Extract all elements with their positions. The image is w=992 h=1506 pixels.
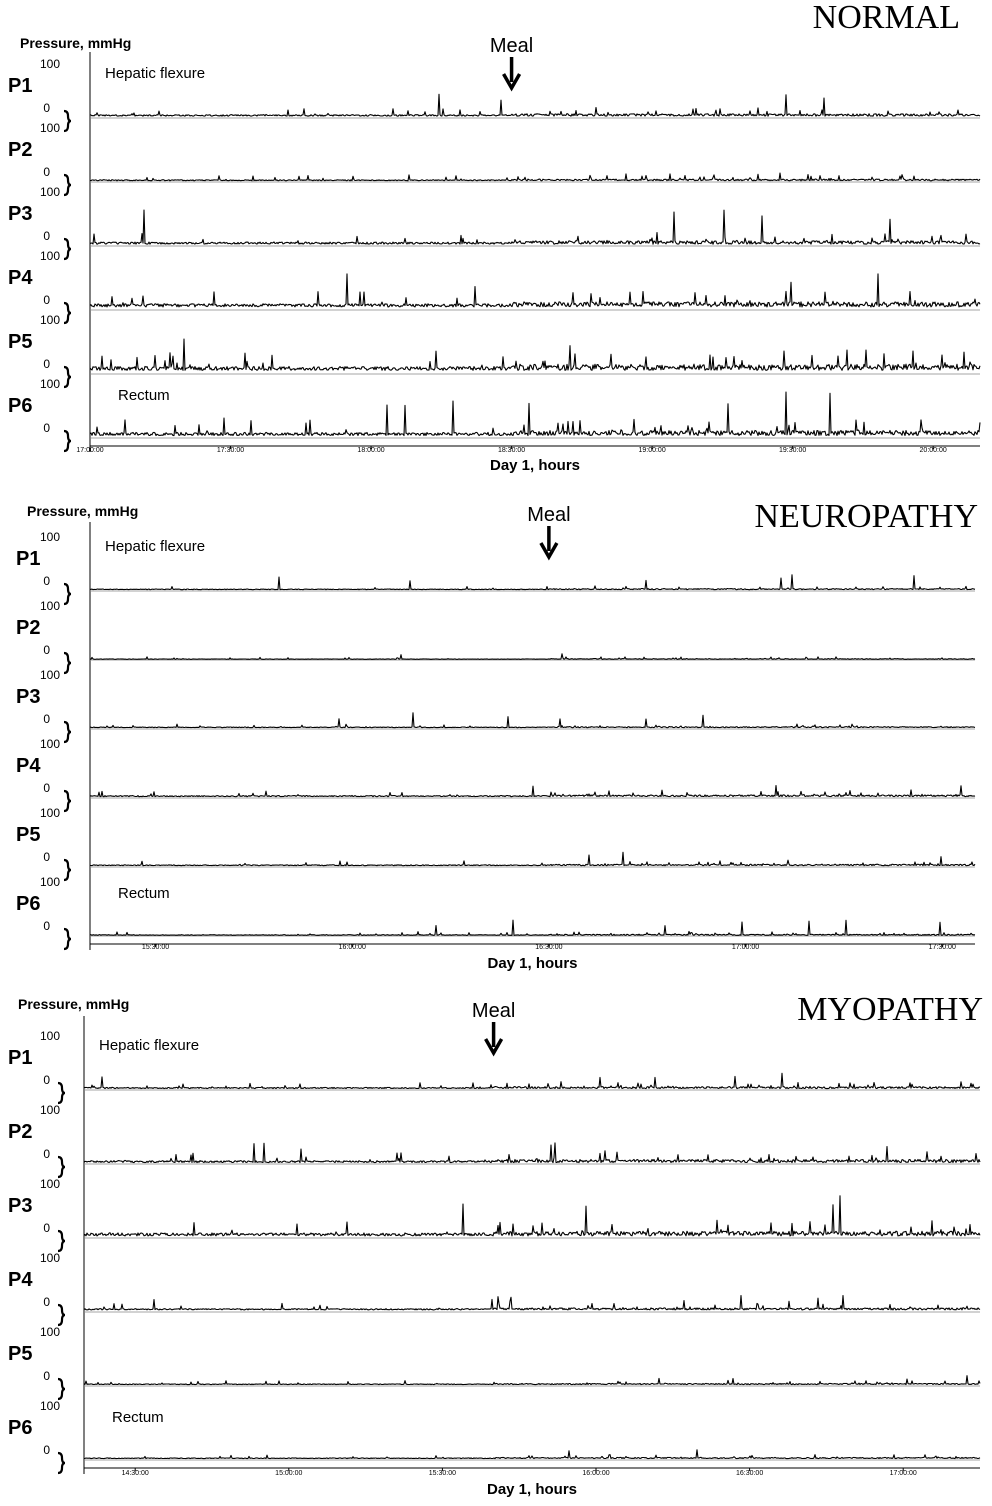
scale-max-label: 100 [39,185,60,199]
scale-bracket [58,1231,65,1251]
scale-bracket [64,722,71,742]
scale-min-label: 0 [43,357,50,371]
condition-title: MYOPATHY [797,991,983,1028]
scale-bracket [58,1083,65,1103]
scale-min-label: 0 [43,712,50,726]
channel-label: P5 [8,331,33,353]
x-tick-label: 20:00:00 [919,447,947,454]
x-axis-label: Day 1, hours [486,1481,578,1498]
scale-max-label: 100 [39,806,60,820]
scale-max-label: 100 [39,599,60,613]
x-tick-label: 15:30:00 [428,1470,457,1477]
channel-label: P2 [16,617,41,639]
x-tick-label: 15:30:00 [141,944,170,951]
scale-bracket [64,860,71,880]
scale-bracket [58,1453,65,1473]
x-tick-label: 18:30:00 [497,447,526,454]
scale-max-label: 100 [39,1103,60,1117]
channel-p5 [8,1325,980,1399]
chart-normal [8,0,980,474]
y-axis-label: Pressure, mmHg [20,35,132,51]
pressure-trace [90,173,980,181]
channel-p2 [8,121,980,195]
scale-min-label: 0 [43,781,50,795]
meal-annotation: Meal [471,1000,516,1022]
channel-label: P4 [16,755,41,777]
scale-bracket [64,303,71,323]
scale-min-label: 0 [43,850,50,864]
x-tick-label: 16:00:00 [582,1470,610,1477]
scale-min-label: 0 [43,421,50,435]
scale-min-label: 0 [43,1443,50,1457]
pressure-trace [90,713,975,728]
pressure-trace [90,94,980,116]
x-axis-label: Day 1, hours [487,955,578,972]
region-label-top: Hepatic flexure [105,65,206,82]
scale-bracket [64,239,71,259]
channel-label: P4 [8,267,33,289]
x-tick-label: 16:00:00 [338,944,366,951]
channel-p4 [8,249,980,323]
scale-min-label: 0 [43,1295,50,1309]
scale-max-label: 100 [39,1251,60,1265]
pressure-trace [90,392,980,436]
channel-label: P2 [8,139,33,161]
scale-bracket [64,929,71,949]
scale-max-label: 100 [39,1177,60,1191]
scale-bracket [64,584,71,604]
scale-min-label: 0 [43,574,50,588]
pressure-trace [90,920,975,935]
scale-max-label: 100 [39,121,60,135]
channel-label: P2 [8,1121,33,1143]
x-tick-label: 17:00:00 [76,447,104,454]
scale-min-label: 0 [43,229,50,243]
scale-max-label: 100 [39,313,60,327]
pressure-trace [84,1376,980,1385]
condition-title: NORMAL [812,0,960,36]
channel-p5 [8,313,980,387]
x-tick-label: 14:30:00 [121,1470,149,1477]
channel-p3 [8,185,980,259]
pressure-trace [90,274,980,307]
scale-min-label: 0 [43,165,50,179]
scale-max-label: 100 [39,1325,60,1339]
channel-p3 [16,668,975,742]
scale-min-label: 0 [43,1369,50,1383]
x-tick-label: 16:30:00 [535,944,563,951]
channel-label: P4 [8,1269,33,1291]
channel-label: P3 [16,686,41,708]
meal-annotation: Meal [489,35,534,57]
scale-min-label: 0 [43,919,50,933]
x-tick-label: 19:00:00 [638,447,666,454]
scale-max-label: 100 [39,57,60,71]
pressure-trace [84,1073,980,1088]
scale-min-label: 0 [43,293,50,307]
scale-bracket [64,791,71,811]
chart-myopathy [8,991,983,1498]
channel-label: P5 [16,824,41,846]
scale-bracket [58,1379,65,1399]
scale-min-label: 0 [43,1221,50,1235]
scale-min-label: 0 [43,1147,50,1161]
x-tick-label: 16:30:00 [735,1470,764,1477]
channel-p4 [16,737,975,811]
y-axis-label: Pressure, mmHg [18,996,130,1012]
scale-min-label: 0 [43,643,50,657]
x-tick-label: 17:30:00 [928,944,956,951]
scale-bracket [58,1157,65,1177]
pressure-trace [90,210,980,244]
pressure-trace [84,1450,980,1459]
scale-max-label: 100 [39,737,60,751]
x-tick-label: 17:30:00 [216,447,245,454]
x-tick-label: 15:00:00 [275,1470,303,1477]
scale-max-label: 100 [39,1029,60,1043]
channel-p2 [8,1103,980,1177]
channel-label: P6 [8,395,33,417]
x-tick-label: 17:00:00 [731,944,760,951]
channel-label: P6 [8,1417,33,1439]
scale-min-label: 0 [43,101,50,115]
pressure-trace [90,852,975,865]
region-label-top: Hepatic flexure [105,538,206,555]
scale-max-label: 100 [39,1399,60,1413]
x-tick-label: 17:00:00 [889,1470,917,1477]
channel-p3 [8,1177,980,1251]
chart-neuropathy [16,498,978,972]
channel-p5 [16,806,975,880]
region-label-bottom: Rectum [118,885,170,902]
scale-bracket [64,653,71,673]
scale-max-label: 100 [39,875,60,889]
channel-label: P1 [8,75,33,97]
channel-label: P3 [8,1195,33,1217]
y-axis-label: Pressure, mmHg [27,503,139,519]
scale-bracket [64,367,71,387]
pressure-trace [90,786,975,797]
scale-min-label: 0 [43,1073,50,1087]
scale-max-label: 100 [39,249,60,263]
scale-max-label: 100 [39,668,60,682]
pressure-trace [84,1143,980,1163]
scale-bracket [58,1305,65,1325]
channel-label: P6 [16,893,41,915]
scale-max-label: 100 [39,530,60,544]
scale-bracket [64,175,71,195]
meal-annotation: Meal [527,504,571,526]
channel-label: P5 [8,1343,33,1365]
region-label-bottom: Rectum [118,387,170,404]
channel-p2 [16,599,975,673]
scale-bracket [64,431,71,451]
scale-bracket [64,111,71,131]
pressure-trace [90,575,975,590]
region-label-top: Hepatic flexure [99,1037,200,1054]
region-label-bottom: Rectum [112,1409,164,1426]
pressure-trace [84,1296,980,1310]
scale-max-label: 100 [39,377,60,391]
pressure-trace [90,654,975,660]
condition-title: NEUROPATHY [754,498,978,535]
pressure-trace [84,1196,980,1236]
pressure-trace [90,339,980,370]
x-tick-label: 19:30:00 [779,447,807,454]
channel-label: P1 [16,548,41,570]
channel-label: P3 [8,203,33,225]
channel-label: P1 [8,1047,33,1069]
x-tick-label: 18:00:00 [357,447,385,454]
channel-p4 [8,1251,980,1325]
x-axis-label: Day 1, hours [489,457,581,474]
